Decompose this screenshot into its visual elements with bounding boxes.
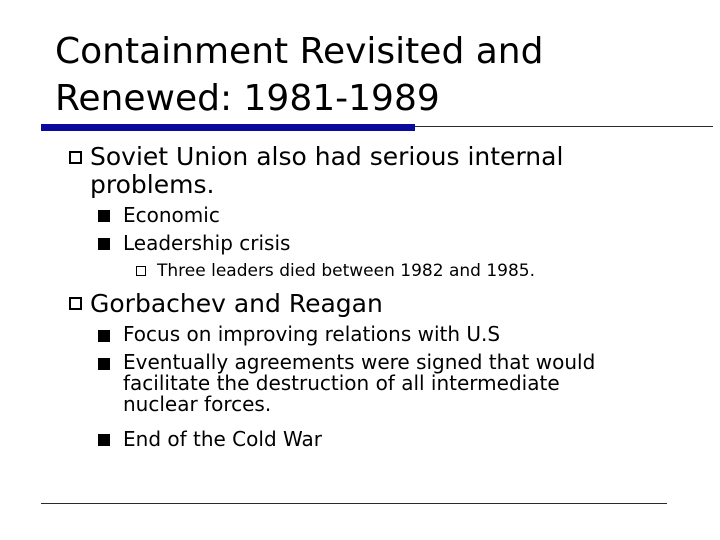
filled-square-bullet-icon — [98, 238, 110, 250]
slide-title-line-1: Containment Revisited and — [55, 31, 544, 72]
bullet-gorbachev-reagan: Gorbachev and Reagan — [90, 289, 383, 318]
hollow-square-bullet-icon — [136, 266, 146, 276]
sub-bullet-agreements-line-3: nuclear forces. — [123, 392, 272, 416]
filled-square-bullet-icon — [98, 210, 110, 222]
filled-square-bullet-icon — [98, 434, 110, 446]
filled-square-bullet-icon — [98, 330, 110, 342]
bullet-soviet-union-line-1: Soviet Union also had serious internal — [90, 142, 564, 171]
filled-square-bullet-icon — [98, 358, 110, 370]
sub-bullet-leadership-crisis: Leadership crisis — [123, 231, 291, 255]
slide-title-line-2: Renewed: 1981-1989 — [55, 78, 440, 119]
bullet-soviet-union — [90, 143, 680, 199]
sub-bullet-agreements — [123, 352, 683, 415]
bullet-soviet-union-line-2: problems. — [90, 170, 215, 199]
sub-bullet-focus: Focus on improving relations with U.S — [123, 322, 501, 346]
footer-divider — [41, 503, 667, 504]
sub-bullet-end-cold-war: End of the Cold War — [123, 427, 322, 451]
sub-bullet-agreements-line-1: Eventually agreements were signed that would — [123, 350, 596, 374]
sub-bullet-economic: Economic — [123, 203, 220, 227]
hollow-square-bullet-icon — [69, 297, 82, 310]
sub-bullet-agreements-line-2: facilitate the destruction of all intermediate — [123, 371, 560, 395]
hollow-square-bullet-icon — [69, 151, 82, 164]
sub-sub-bullet-three-leaders: Three leaders died between 1982 and 1985. — [157, 261, 536, 281]
